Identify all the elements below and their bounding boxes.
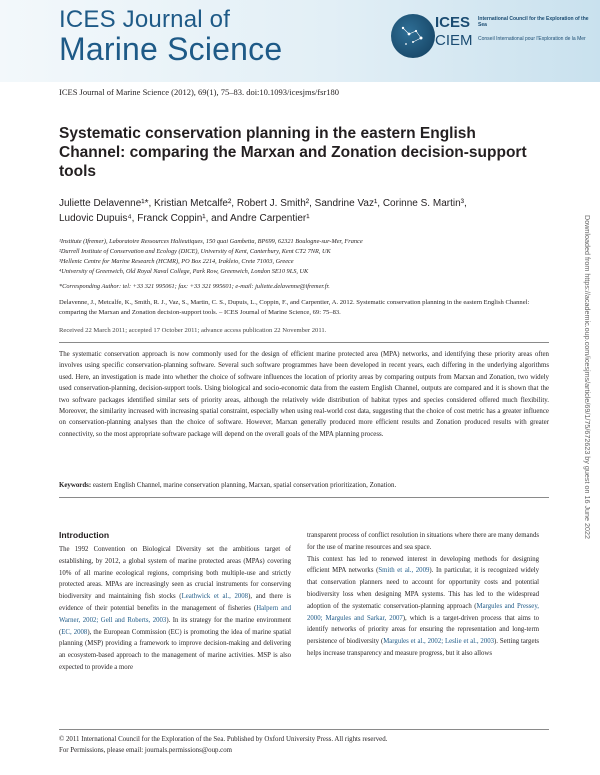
- body-column-right: [307, 530, 539, 660]
- body-text: ). In its strategy for the marine environment (: [59, 616, 291, 636]
- divider-footer: [59, 729, 549, 730]
- body-text: ), which is a target-driven process that aims to identify networks of priority areas for ensuring the representation and long-term persistence of biodiversity (: [307, 614, 539, 646]
- copyright-notice: © 2011 International Council for the Exploration of the Sea. Published by Oxford University Press. All rights reserved.: [59, 736, 388, 743]
- download-watermark: [582, 215, 593, 625]
- citation-link[interactable]: Halpern and Warner, 2002; Gell and Roberts, 2003: [59, 604, 291, 624]
- citation-link[interactable]: Margules and Pressey, 2000; Margules and Sarkar, 2007: [307, 602, 539, 622]
- author-list: [59, 196, 559, 226]
- article-title: Systematic conservation planning in the eastern English Channel: comparing the Marxan and Zonation decision-support tools: [59, 125, 527, 180]
- body-column-left: [59, 544, 291, 674]
- body-text: The 1992 Convention on Biological Diversity set the ambitious target of establishing, by 2012, a global system of marine protected areas (MPAs) covering 10% of all marine ecological regions, comprising both multiple-use and strictly protected areas. MPAs are increasingly seen as crucial instruments for conserving biodiversity and maintaining fish stocks (: [59, 546, 291, 601]
- keywords-label: Keywords:: [59, 482, 92, 489]
- authors-line-1: Juliette Delavenne¹*, Kristian Metcalfe², Robert J. Smith², Sandrine Vaz¹, Corinne S. Martin³,: [59, 198, 467, 209]
- body-text: ), the European Commission (EC) is promoting the idea of marine spatial planning (MSP) providing a framework to improve decision-making and delivering an ecosystem-based approach to the management of marine activities. MSP is also expected to provide a more: [59, 628, 291, 671]
- logo-english-name: International Council for the Exploration of the Sea: [478, 16, 589, 28]
- received-dates: Received 22 March 2011; accepted 17 October 2011; advance access publication 22 November 2011.: [59, 327, 327, 334]
- citation-link[interactable]: Margules et al., 2002; Leslie et al., 2003: [383, 638, 495, 646]
- affiliation-2: ²Durrell Institute of Conservation and Ecology (DICE), University of Kent, Canterbury, Kent CT2 7NR, UK: [59, 248, 331, 255]
- body-text: ). Setting targets helps increase transparency and measure progress, but it also allows: [307, 638, 539, 657]
- citation-link[interactable]: Smith et al., 2009: [378, 567, 430, 575]
- divider-top: [59, 342, 549, 343]
- download-note-text: Downloaded from https://academic.oup.com/icesjms/article/69/1/75/672623 by guest on 16 June 2022: [583, 215, 592, 540]
- logo-ciem-text: CIEM: [435, 32, 473, 49]
- citation-link[interactable]: EC, 2008: [61, 628, 88, 636]
- journal-citation: ICES Journal of Marine Science (2012), 69(1), 75–83. doi:10.1093/icesjms/fsr180: [59, 87, 339, 97]
- affiliation-4: ⁴University of Greenwich, Old Royal Naval College, Park Row, Greenwich, London SE10 9LS, UK: [59, 268, 309, 275]
- affiliations: [59, 237, 559, 277]
- body-text: transparent process of conflict resolution in situations where there are many demands for the use of marine resources and sea space.: [307, 532, 539, 551]
- author-email-link[interactable]: juliette.delavenne@ifremer.fr: [255, 283, 329, 290]
- abstract: The systematic conservation approach is now commonly used for the design of efficient marine protected area (MPA) networks, and identifying these priority areas often involves using specific conservation-planning software. Several such software programmes have been developed in recent years, each differing in the underlying algorithms used. Here, an investigation is made into whether the choice of software influences the location of priority areas by comparing outputs from Marxan and Zonation, two widely used conservation-planning, decision-support tools. Using biological and socio-economic data from the eastern English Channel, outputs are compared and it is shown that the two software packages identified similar sets of priority areas, although the relatively wide distribution of habitat types and species considered offered much flexibility. Moreover, the similarity increased with increasing spatial constraint, especially when using real-world cost data, suggesting that the choice of cost metric has a greater influence on conservation-planning analyses than the choice of software. However, Marxan generally produced more efficient results and Zonation produced results with greater connectivity, so the most appropriate software package will depend on the overall goals of the MPA planning process.: [59, 351, 549, 438]
- permissions-notice: For Permissions, please email: journals.permissions@oup.com: [59, 747, 233, 754]
- keywords-text: eastern English Channel, marine conservation planning, Marxan, spatial conservation prioritization, Zonation.: [91, 482, 397, 489]
- corresponding-end: .: [328, 283, 330, 290]
- journal-header: [0, 0, 600, 82]
- body-text: ), and there is evidence of their potential benefits in the management of fisheries (: [59, 593, 292, 612]
- cite-as: Delavenne, J., Metcalfe, K., Smith, R. J., Vaz, S., Martin, C. S., Dupuis, L., Coppin, F., and Carpentier, A. 2012. Systematic conservation planning in the eastern English Channel: comparing the Marxan and Zonation decision-support tools. – ICES Journal of Marine Science, 69: 75–83.: [59, 299, 530, 316]
- logo-ices-text: ICES: [435, 14, 471, 31]
- journal-title-line1: ICES Journal of: [59, 6, 231, 33]
- ices-ciem-logo: [391, 14, 600, 66]
- divider-mid: [59, 497, 549, 498]
- journal-title-line2: Marine Science: [59, 31, 283, 67]
- body-text: ). In particular, it is recognized widely that conservation planners need to account for opportunity costs and potential biodiversity loss when designing MPA systems. This has led to the widespread adoption of the systematic conservation-planning approach (: [307, 567, 539, 610]
- affiliation-1: ¹Institute (Ifremer), Laboratoire Ressources Halieutiques, 150 quai Gambetta, BP699, 62321 Boulogne-sur-Mer, France: [59, 238, 363, 245]
- keywords: [59, 482, 549, 489]
- section-heading-introduction: Introduction: [59, 530, 110, 540]
- globe-icon: [391, 14, 435, 58]
- corresponding-text: *Corresponding Author: tel: +33 321 995061; fax: +33 321 995601; e-mail:: [59, 283, 256, 290]
- corresponding-author: [59, 283, 559, 290]
- citation-link[interactable]: Leathwick et al., 2008: [181, 593, 249, 601]
- authors-line-2: Ludovic Dupuis⁴, Franck Coppin¹, and Andre Carpentier¹: [59, 213, 310, 224]
- logo-french-name: Conseil International pour l'Exploration de la Mer: [478, 36, 586, 42]
- page-footer: [59, 734, 549, 756]
- affiliation-3: ³Hellenic Centre for Marine Research (HCMR), PO Box 2214, Irakleio, Crete 71003, Greece: [59, 258, 294, 265]
- body-text: This context has led to renewed interest in developing methods for designing efficient MPA networks (: [307, 555, 539, 575]
